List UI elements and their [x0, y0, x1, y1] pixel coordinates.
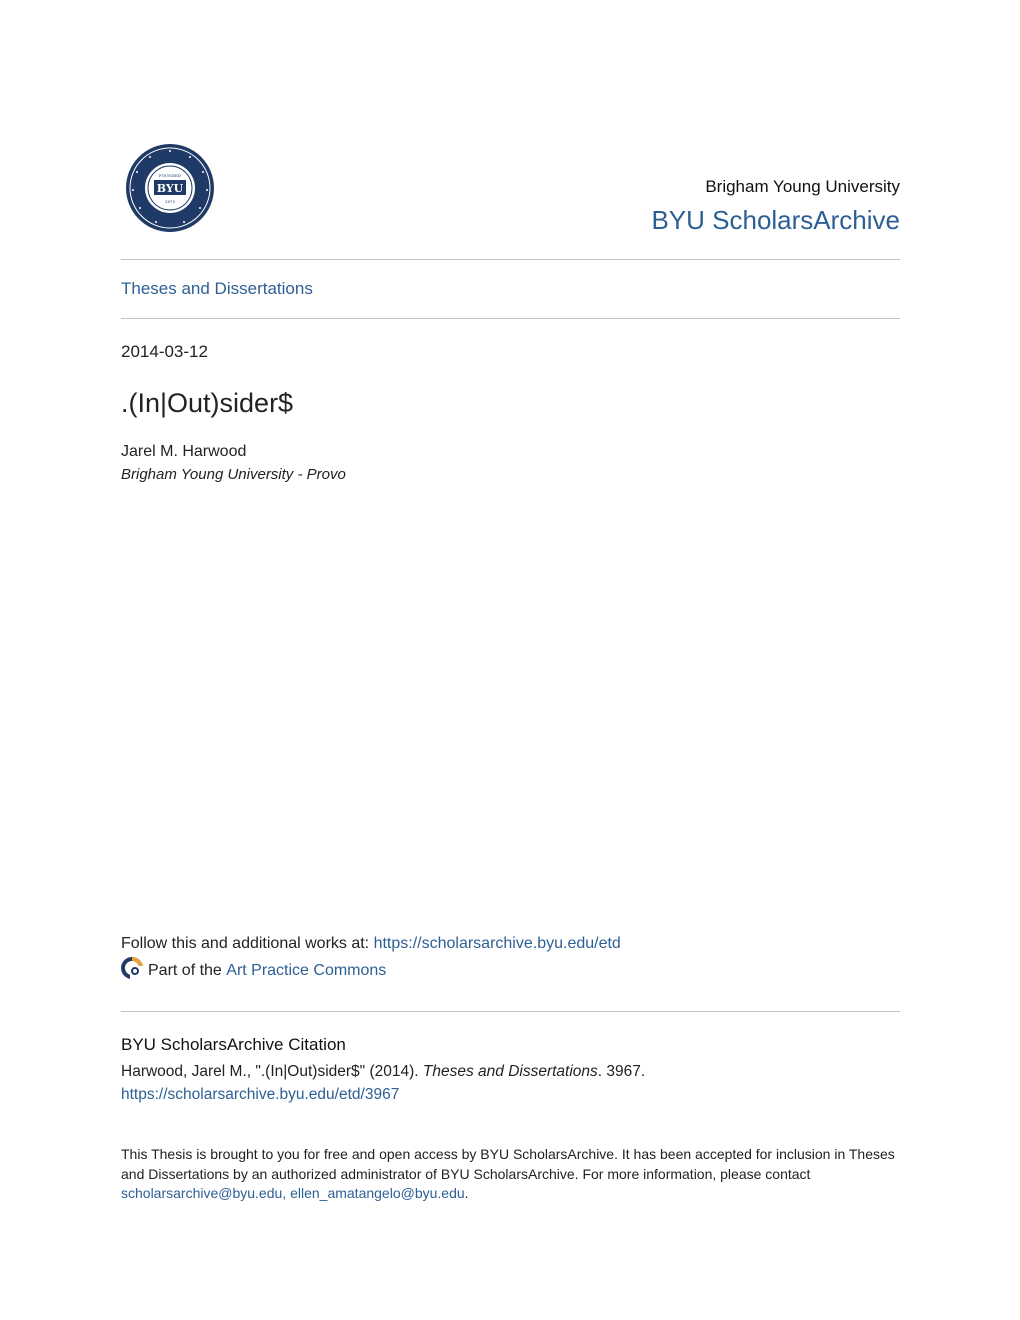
citation-link[interactable]: https://scholarsarchive.byu.edu/etd/3967: [121, 1086, 400, 1103]
divider: [121, 1011, 900, 1012]
citation-body: [121, 1060, 901, 1106]
svg-text:BYU: BYU: [156, 182, 184, 195]
follow-line: [121, 935, 621, 953]
divider: [121, 259, 900, 260]
collection-link[interactable]: Theses and Dissertations: [121, 279, 313, 298]
divider: [121, 318, 900, 319]
part-of-line: [121, 962, 386, 980]
notice-end: .: [464, 1185, 469, 1201]
part-of-text: Part of the: [148, 962, 227, 979]
author-name: Jarel M. Harwood: [121, 443, 247, 460]
citation-number: . 3967.: [597, 1063, 646, 1080]
notice-text: This Thesis is brought to you for free and open access by BYU ScholarsArchive. It has been accepted for inclusion in Theses and Dissertations by an authorized administrator of BYU ScholarsArchive. For more information, please contact: [121, 1146, 895, 1182]
network-commons-icon: [121, 957, 143, 979]
citation-heading: BYU ScholarsArchive Citation: [121, 1035, 346, 1054]
contact-emails-link[interactable]: scholarsarchive@byu.edu, ellen_amatangelo@byu.edu: [121, 1185, 465, 1201]
author-affiliation: Brigham Young University - Provo: [121, 466, 346, 483]
access-notice: [121, 1145, 901, 1204]
follow-text: Follow this and additional works at:: [121, 935, 374, 952]
citation-text: Harwood, Jarel M., ".(In|Out)sider$" (2014).: [121, 1063, 423, 1080]
follow-link[interactable]: https://scholarsarchive.byu.edu/etd: [373, 935, 621, 952]
byu-seal-icon: [124, 142, 216, 234]
commons-link[interactable]: Art Practice Commons: [226, 962, 387, 979]
svg-text:1875: 1875: [164, 199, 176, 204]
document-title: .(In|Out)sider$: [121, 388, 294, 418]
citation-series: Theses and Dissertations: [422, 1063, 598, 1080]
svg-text:FOUNDED: FOUNDED: [158, 173, 182, 178]
repository-link[interactable]: BYU ScholarsArchive: [651, 205, 900, 235]
publication-date: 2014-03-12: [121, 342, 208, 361]
institution-name: Brigham Young University: [705, 177, 900, 196]
